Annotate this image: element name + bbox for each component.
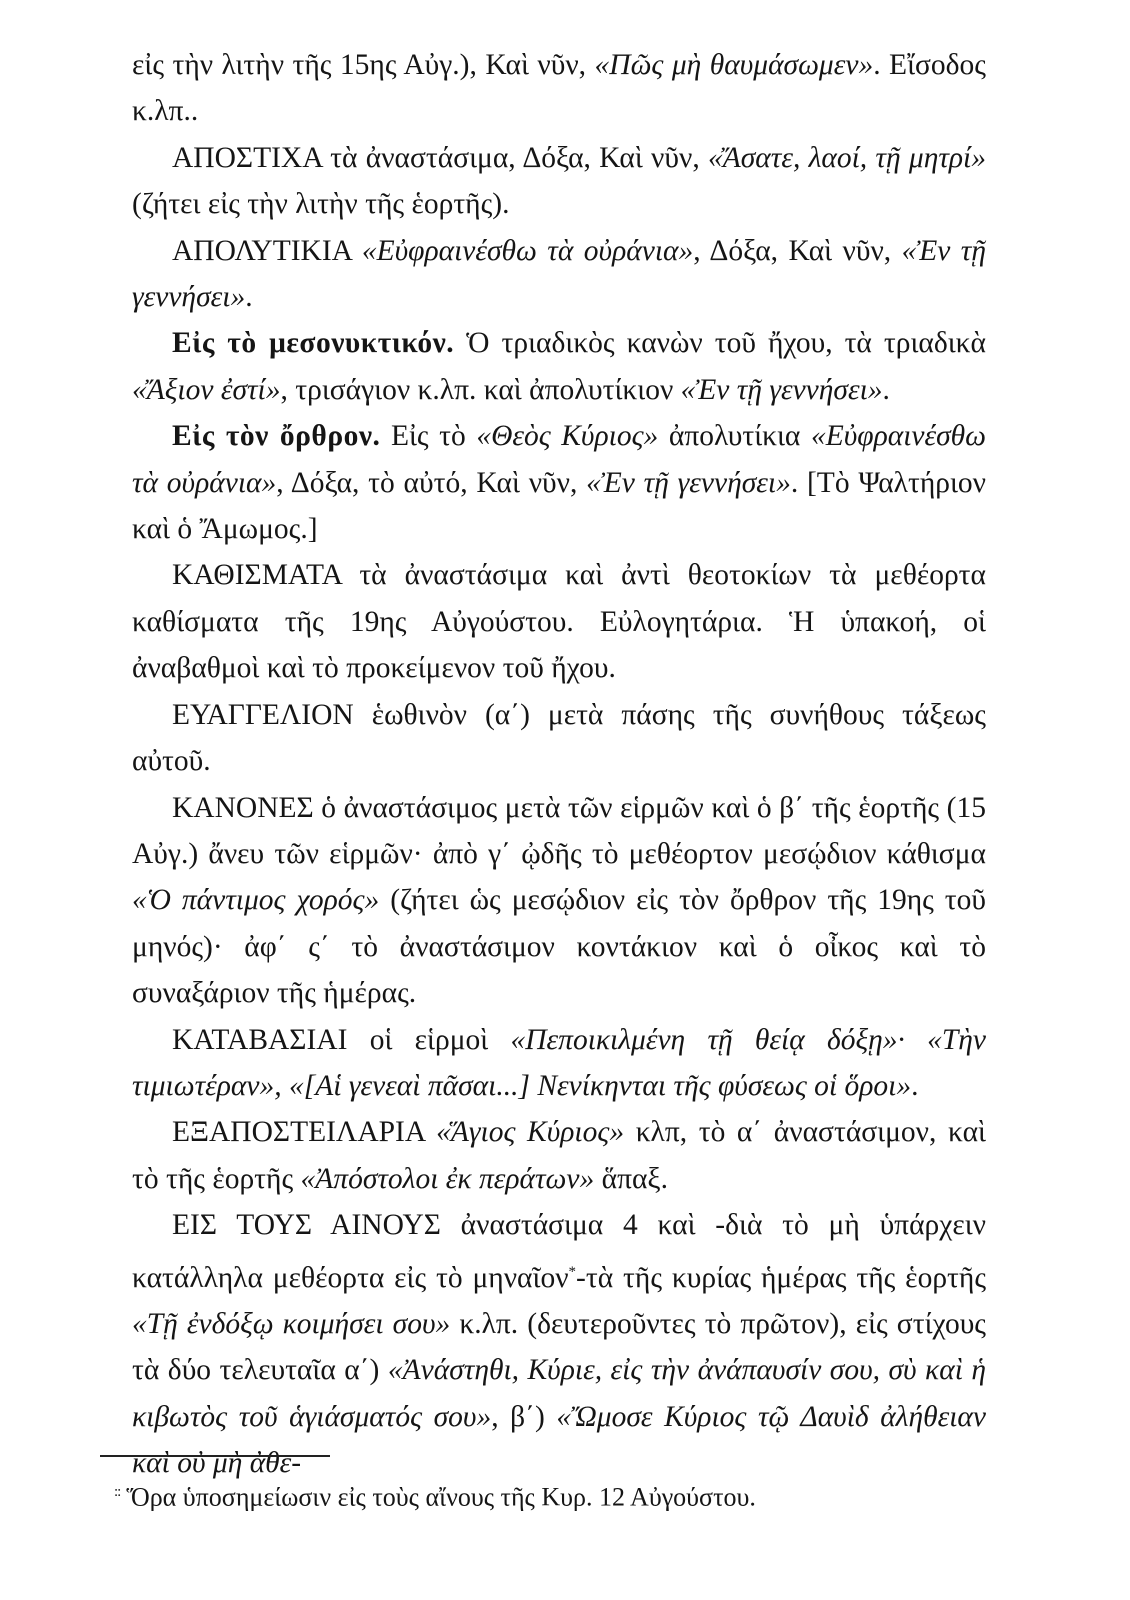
italic-quote: «Τῇ ἐνδόξῳ κοιμήσει σου» (132, 1307, 451, 1340)
text-run: Ὁ τριαδικὸς κανὼν τοῦ ἤχου, τὰ τριαδικὰ (454, 327, 986, 360)
text-run: -τὰ τῆς κυρίας ἡμέρας τῆς ἑορτῆς (576, 1261, 987, 1294)
italic-quote: «Ἐν τῇ γεννήσει» (132, 234, 986, 314)
text-run: ΑΠΟΛΥΤΙΚΙΑ (172, 234, 362, 267)
text-run: . (882, 373, 890, 406)
footnote-reference: * (568, 1263, 577, 1280)
italic-quote: «Θεὸς Κύριος» (476, 420, 659, 453)
italic-quote: «Ὤμοσε Κύριος τῷ Δαυὶδ ἀλήθειαν καὶ οὐ μὴ ἀθε- (132, 1400, 986, 1480)
text-run: (ζήτει ὡς μεσῴδιον εἰς τὸν ὄρθρον τῆς 19ης τοῦ μηνός)· ἀφ΄ ς΄ τὸ ἀναστάσιμον κοντάκιον καὶ ὁ οἶκος καὶ τὸ συναξάριον τῆς ἡμέρας. (132, 884, 987, 1010)
paragraph (132, 135, 986, 228)
text-run: . (245, 281, 253, 314)
italic-quote: «Ἐν τῇ γεννήσει» (680, 373, 883, 406)
text-run: ΕΞΑΠΟΣΤΕΙΛΑΡΙΑ (172, 1116, 437, 1149)
text-run: . (911, 1069, 919, 1102)
main-text (132, 42, 986, 1486)
text-run: , τρισάγιον κ.λπ. καὶ ἀπολυτίκιον (280, 373, 681, 406)
paragraph (132, 320, 986, 413)
italic-quote: «Ἀπόστολοι ἐκ περάτων» (300, 1162, 595, 1195)
italic-quote: «Ὁ πάντιμος χορός» (132, 884, 380, 917)
footnote-marker: :: (114, 1484, 121, 1500)
text-run: ΕΙΣ ΤΟΥΣ ΑΙΝΟΥΣ ἀναστάσιμα 4 καὶ -διὰ τὸ μὴ ὑπάρχειν κατάλληλα μεθέορτα εἰς τὸ μηναῖον (132, 1209, 986, 1294)
italic-quote: «Εὐφραινέσθω τὰ οὐράνια» (132, 420, 986, 499)
paragraph (132, 785, 986, 1017)
italic-quote: «Ἄξιον ἐστί» (132, 373, 281, 406)
paragraph (132, 552, 986, 691)
footnote-text: Ὅρα ὑποσημείωσιν εἰς τοὺς αἴνους τῆς Κυρ. 12 Αὐγούστου. (126, 1482, 756, 1512)
text-run: ΚΑΤΑΒΑΣΙΑΙ οἱ εἱρμοὶ (172, 1023, 511, 1056)
text-run: ΑΠΟΣΤΙΧΑ τὰ ἀναστάσιμα, Δόξα, Καὶ νῦν, (172, 141, 708, 174)
section-heading: Εἰς τὸν ὄρθρον. (172, 420, 381, 453)
text-run: κ.λπ. (δευτεροῦντες τὸ πρῶτον), εἰς στίχους τὰ δύο τελευταῖα α΄) (132, 1307, 986, 1387)
text-run: ἀπολυτίκια (658, 420, 811, 453)
paragraph (132, 1017, 986, 1110)
italic-quote: «Εὐφραινέσθω τὰ οὐράνια» (361, 234, 694, 267)
italic-quote: «Πεποικιλμένη τῇ θείᾳ δόξῃ»· «Τὴν τιμιωτέραν», «[Αἱ γενεαὶ πᾶσαι...] Νενίκηνται τῆς φύσεως οἱ ὅροι» (132, 1023, 986, 1102)
section-heading: Εἰς τὸ μεσονυκτικόν. (172, 327, 455, 360)
italic-quote: «Ἅγιος Κύριος» (436, 1116, 625, 1149)
paragraph (132, 413, 986, 552)
footnote (114, 1474, 1014, 1516)
italic-quote: «Ἄσατε, λαοί, τῇ μητρί» (707, 141, 986, 174)
text-run: , β΄) (491, 1400, 557, 1433)
italic-quote: «Ἐν τῇ γεννήσει» (586, 466, 791, 499)
paragraph (132, 42, 986, 135)
paragraph (132, 1109, 986, 1202)
paragraph (132, 692, 986, 785)
text-run: κλπ, τὸ α΄ ἀναστάσιμον, καὶ τὸ τῆς ἑορτῆς (132, 1116, 986, 1195)
text-run: ΚΑΘΙΣΜΑΤΑ τὰ ἀναστάσιμα καὶ ἀντὶ θεοτοκίων τὰ μεθέορτα καθίσματα τῆς 19ης Αὐγούστου. Εὐλογητάρια. Ἡ ὑπακοή, οἱ ἀναβαθμοὶ καὶ τὸ προκείμενον τοῦ ἤχου. (132, 559, 986, 685)
text-run: ἅπαξ. (594, 1162, 668, 1195)
text-run: Εἰς τὸ (380, 420, 477, 453)
paragraph (132, 1202, 986, 1486)
text-run: ΕΥΑΓΓΕΛΙΟΝ ἑωθινὸν (α΄) μετὰ πάσης τῆς συνήθους τάξεως αὐτοῦ. (132, 698, 986, 778)
paragraph (132, 228, 986, 321)
text-run: (ζήτει εἰς τὴν λιτὴν τῆς ἑορτῆς). (132, 188, 510, 221)
text-run: . Εἴσοδος κ.λπ.. (132, 49, 986, 128)
italic-quote: «Ἀνάστηθι, Κύριε, εἰς τὴν ἀνάπαυσίν σου, σὺ καὶ ἡ κιβωτὸς τοῦ ἁγιάσματός σου» (132, 1354, 987, 1433)
italic-quote: «Πῶς μὴ θαυμάσωμεν» (594, 49, 874, 81)
text-run: . [Τὸ Ψαλτήριον καὶ ὁ Ἄμωμος.] (132, 466, 986, 546)
text-run: ΚΑΝΟΝΕΣ ὁ ἀναστάσιμος μετὰ τῶν εἱρμῶν καὶ ὁ β΄ τῆς ἑορτῆς (15 Αὐγ.) ἄνευ τῶν εἱρμῶν· ἀπὸ γ΄ ᾠδῆς τὸ μεθέορτον μεσῴδιον κάθισμα (132, 791, 986, 870)
text-run: , Δόξα, Καὶ νῦν, (693, 234, 902, 267)
footnote-divider (100, 1455, 330, 1457)
text-run: , Δόξα, τὸ αὐτό, Καὶ νῦν, (276, 466, 587, 499)
text-run: εἰς τὴν λιτὴν τῆς 15ης Αὐγ.), Καὶ νῦν, (132, 49, 595, 81)
